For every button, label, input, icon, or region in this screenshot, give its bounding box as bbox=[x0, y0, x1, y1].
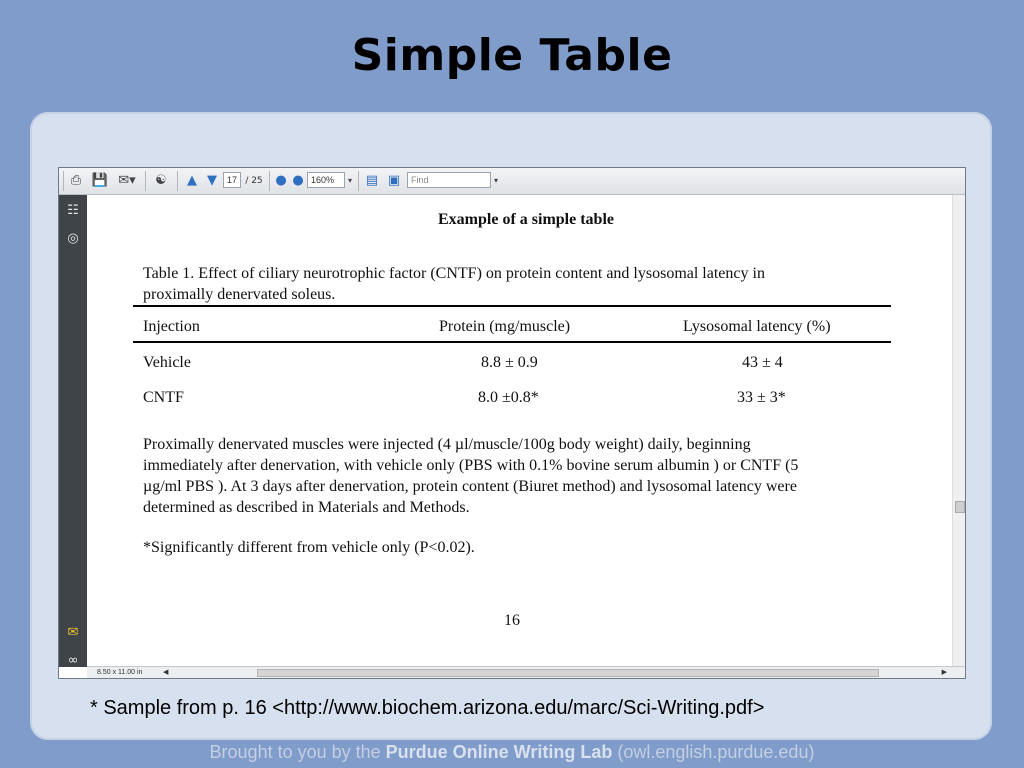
source-note: * Sample from p. 16 <http://www.biochem.arizona.edu/marc/Sci-Writing.pdf> bbox=[90, 697, 765, 719]
page-number-input[interactable]: 17 bbox=[223, 172, 241, 188]
footer-prefix: Brought to you by the bbox=[209, 742, 386, 762]
footer-suffix: (owl.english.purdue.edu) bbox=[612, 742, 815, 762]
email-icon[interactable]: ✉▾ bbox=[118, 173, 136, 188]
navigation-rail bbox=[59, 195, 87, 667]
print-icon[interactable]: ⎙ bbox=[70, 173, 82, 188]
page-size-label: 8.50 x 11.00 in bbox=[97, 669, 143, 676]
notes-line: µg/ml PBS ). At 3 days after denervation, protein content (Biuret method) and lysosomal latency were bbox=[143, 478, 797, 495]
horizontal-scroll-thumb[interactable] bbox=[257, 669, 879, 677]
zoom-in-icon[interactable]: ● bbox=[292, 173, 304, 188]
viewer-toolbar bbox=[59, 168, 965, 195]
notes-line: Proximally denervated muscles were injected (4 µl/muscle/100g body weight) daily, beginning bbox=[143, 436, 751, 453]
save-icon[interactable]: 💾 bbox=[91, 173, 109, 188]
pages-icon[interactable]: ☷ bbox=[67, 202, 79, 218]
toolbar-separator bbox=[63, 171, 64, 191]
toolbar-separator bbox=[145, 171, 146, 191]
collaborate-icon[interactable]: ☯ bbox=[155, 173, 167, 188]
document-heading: Example of a simple table bbox=[438, 211, 614, 228]
status-bar bbox=[87, 666, 965, 678]
table-top-rule bbox=[133, 305, 891, 307]
page-number: 16 bbox=[504, 612, 520, 629]
column-header-injection: Injection bbox=[143, 318, 200, 335]
fit-width-icon[interactable]: ▤ bbox=[365, 173, 379, 188]
next-page-icon[interactable]: ▼ bbox=[207, 173, 217, 188]
toolbar-separator bbox=[269, 171, 270, 191]
page-total-label: / 25 bbox=[245, 175, 263, 186]
binoculars-icon[interactable]: ◎ bbox=[67, 230, 79, 246]
scroll-right-icon[interactable]: ▶ bbox=[941, 669, 947, 676]
table-cell: 8.0 ±0.8* bbox=[478, 389, 539, 406]
table-cell: 43 ± 4 bbox=[742, 354, 783, 371]
toolbar-separator bbox=[177, 171, 178, 191]
footer-brand: Purdue Online Writing Lab bbox=[385, 742, 613, 762]
find-input[interactable]: Find bbox=[407, 172, 491, 188]
scroll-left-icon[interactable]: ◀ bbox=[163, 669, 169, 676]
table-cell: 33 ± 3* bbox=[737, 389, 786, 406]
previous-page-icon[interactable]: ▲ bbox=[187, 173, 197, 188]
zoom-out-icon[interactable]: ● bbox=[275, 173, 287, 188]
pdf-viewer bbox=[58, 167, 966, 679]
table-footnote: *Significantly different from vehicle only (P<0.02). bbox=[143, 539, 475, 556]
caption-line: proximally denervated soleus. bbox=[143, 286, 336, 303]
notes-line: determined as described in Materials and Methods. bbox=[143, 499, 470, 516]
table-header-rule bbox=[133, 341, 891, 343]
table-caption bbox=[143, 263, 863, 305]
chevron-down-icon[interactable]: ▾ bbox=[347, 176, 352, 185]
notes-line: immediately after denervation, with vehicle only (PBS with 0.1% bovine serum albumin ) or CNTF (5 bbox=[143, 457, 799, 474]
caption-line: Table 1. Effect of ciliary neurotrophic factor (CNTF) on protein content and lysosomal latency in bbox=[143, 265, 765, 282]
comments-icon[interactable]: ✉ bbox=[67, 624, 79, 640]
table-cell: Vehicle bbox=[143, 354, 191, 371]
vertical-scrollbar[interactable] bbox=[952, 195, 965, 667]
column-header-latency: Lysosomal latency (%) bbox=[683, 318, 831, 335]
chevron-down-icon[interactable]: ▾ bbox=[493, 176, 498, 185]
toolbar-separator bbox=[358, 171, 359, 191]
column-header-protein: Protein (mg/muscle) bbox=[439, 318, 571, 335]
full-screen-icon[interactable]: ▣ bbox=[387, 173, 401, 188]
slide-footer bbox=[0, 742, 1024, 763]
slide-title: Simple Table bbox=[351, 30, 673, 81]
table-cell: CNTF bbox=[143, 389, 184, 406]
table-cell: 8.8 ± 0.9 bbox=[481, 354, 538, 371]
attachment-icon[interactable]: ∞ bbox=[67, 652, 79, 668]
vertical-scroll-thumb[interactable] bbox=[955, 501, 965, 513]
zoom-select[interactable]: 160% bbox=[307, 172, 345, 188]
table-notes bbox=[143, 434, 883, 518]
document-page bbox=[87, 195, 953, 667]
